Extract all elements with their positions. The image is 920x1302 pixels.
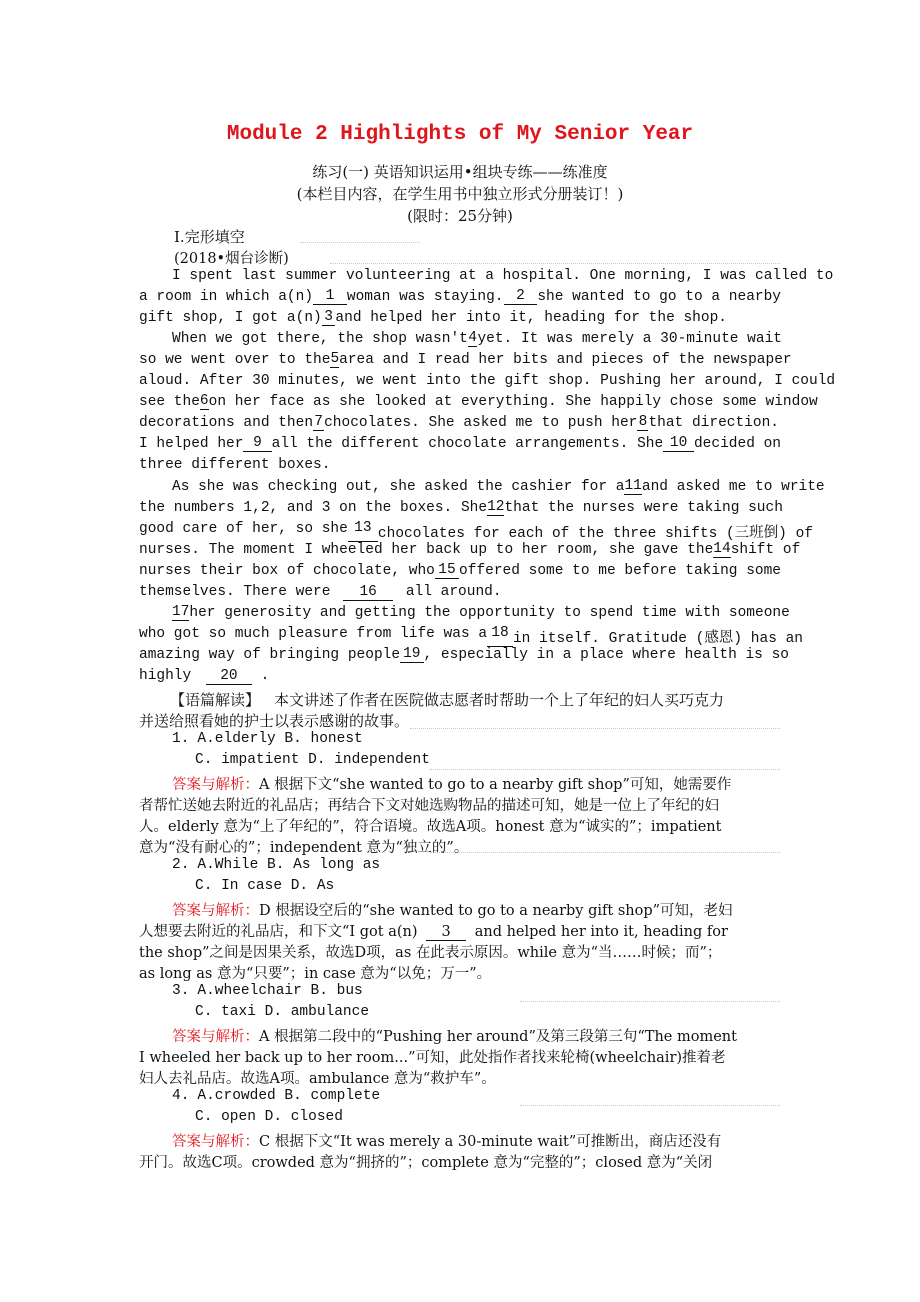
- passage-line: [139, 415, 779, 431]
- passage-text: woman was staying.: [346, 289, 504, 305]
- page-title: Module 2 Highlights of My Senior Year: [226, 123, 694, 146]
- blank-1: 1: [313, 289, 347, 305]
- options-ab: A.crowded B. complete: [197, 1088, 381, 1104]
- passage-line: [139, 521, 813, 542]
- answer-text: A 根据下文“she wanted to go to a nearby gift shop”可知，她需要作: [259, 777, 732, 793]
- blank-11: 11: [624, 478, 642, 494]
- passage-summary: [170, 689, 782, 710]
- passage-line: [172, 478, 825, 495]
- blank-5: 5: [330, 351, 340, 367]
- blank-3-reference: 3: [426, 925, 466, 941]
- answer-text: 人想要去附近的礼品店，和下文“I got a(n): [139, 924, 418, 940]
- answer-text: and helped her into it, heading for: [474, 924, 728, 940]
- passage-text: good care of her, so she: [139, 521, 348, 537]
- answer-line: [172, 1025, 782, 1046]
- answer-text: D 根据设空后的“she wanted to go to a nearby gift shop”可知，老妇: [259, 903, 733, 919]
- blank-9: 9: [243, 436, 271, 452]
- binding-note: (本栏目内容，在学生用书中独立形式分册装订！): [296, 185, 624, 203]
- answer-line: 开门。故选C项。crowded 意为“拥挤的”；complete 意为“完整的”；closed 意为“关闭: [139, 1155, 713, 1171]
- passage-text: decided on: [693, 436, 781, 452]
- answer-line: [172, 1130, 782, 1151]
- passage-line: [139, 310, 727, 326]
- passage-text: she wanted to go to a nearby: [537, 289, 781, 305]
- options-cd: C. impatient D. independent: [195, 752, 430, 768]
- answer-text: C 根据下文“It was merely a 30-minute wait”可推断出，商店还没有: [259, 1134, 722, 1150]
- answer-line: the shop”之间是因果关系，故选D项，as 在此表示原因。while 意为“当……时候；而”；: [139, 945, 722, 961]
- passage-text: amazing way of bringing people: [139, 647, 401, 663]
- passage-text: the numbers 1,2, and 3 on the boxes. She: [139, 500, 488, 516]
- summary-text: 并送给照看她的护士以表示感谢的故事。: [139, 712, 410, 730]
- passage-line: [172, 604, 790, 621]
- passage-text: highly: [139, 668, 192, 684]
- dotted-rule: [330, 263, 780, 264]
- blank-8: 8: [638, 414, 648, 430]
- blank-14: 14: [713, 541, 731, 557]
- section-heading: Ⅰ.完形填空: [174, 228, 245, 246]
- question-number: 3.: [172, 983, 190, 999]
- summary-label: 【语篇解读】: [170, 691, 261, 709]
- passage-line: [172, 331, 782, 347]
- answer-line: as long as 意为“只要”；in case 意为“以免；万一”。: [139, 966, 492, 982]
- answer-label: 答案与解析：: [172, 777, 259, 793]
- passage-text: a room in which a(n): [139, 289, 314, 305]
- passage-line: [139, 563, 781, 579]
- answer-line: 人。elderly 意为“上了年纪的”，符合语境。故选A项。honest 意为“诚实的”；impatient: [139, 819, 722, 835]
- passage-line: [139, 436, 781, 452]
- blank-2: 2: [504, 289, 538, 305]
- passage-text: in itself. Gratitude (感恩) has an: [512, 631, 803, 647]
- blank-18: 18: [487, 626, 513, 647]
- dotted-rule: [520, 1001, 780, 1002]
- passage-text: that the nurses were taking such: [504, 500, 783, 516]
- answer-label: 答案与解析：: [172, 1134, 259, 1150]
- passage-line: [139, 351, 792, 368]
- answer-line: [172, 899, 782, 920]
- passage-text: all the different chocolate arrangements. She: [271, 436, 664, 452]
- passage-text: chocolates for each of the three shifts (三班倒) of: [377, 526, 813, 542]
- exercise-subtitle: 练习(一) 英语知识运用•组块专练——练准度: [312, 163, 608, 181]
- question-options: [172, 983, 832, 999]
- passage-text: nurses. The moment I wheeled her back up to her room, she gave the: [139, 542, 714, 558]
- blank-6: 6: [199, 393, 209, 409]
- blank-17: 17: [172, 604, 190, 620]
- passage-text: As she was checking out, she asked the cashier for a: [172, 479, 625, 495]
- passage-line: aloud. After 30 minutes, we went into the gift shop. Pushing her around, I could: [139, 373, 836, 389]
- passage-line: [139, 668, 799, 685]
- passage-line: I spent last summer volunteering at a hospital. One morning, I was called to: [172, 268, 834, 284]
- passage-text: who got so much pleasure from life was a: [139, 626, 488, 642]
- blank-13: 13: [348, 521, 378, 542]
- answer-line: 妇人去礼品店。故选A项。ambulance 意为“救护车”。: [139, 1071, 496, 1087]
- options-ab: A.While B. As long as: [197, 857, 381, 873]
- blank-7: 7: [314, 414, 323, 430]
- passage-text: themselves. There were: [139, 584, 331, 600]
- passage-text: so we went over to the: [139, 352, 331, 368]
- passage-line: [139, 626, 803, 647]
- passage-text: gift shop, I got a(n): [139, 310, 322, 326]
- passage-text: that direction.: [648, 415, 779, 431]
- passage-text: and asked me to write: [641, 479, 825, 495]
- dotted-rule: [520, 1105, 780, 1106]
- passage-text: , especially in a place where health is so: [423, 647, 789, 663]
- blank-19: 19: [400, 647, 423, 663]
- passage-source: (2018•烟台诊断): [174, 251, 289, 267]
- answer-line: [172, 773, 782, 794]
- question-options: [172, 731, 832, 747]
- passage-text: yet. It was merely a 30-minute wait: [477, 331, 782, 347]
- answer-line: [139, 920, 799, 941]
- blank-10: 10: [663, 436, 694, 452]
- blank-12: 12: [487, 499, 505, 515]
- options-cd: C. In case D. As: [195, 878, 335, 894]
- question-number: 2.: [172, 857, 190, 873]
- passage-text: and helped her into it, heading for the shop.: [335, 310, 727, 326]
- options-cd: C. open D. closed: [195, 1109, 343, 1125]
- passage-line: [139, 541, 801, 558]
- answer-text: A 根据第二段中的“Pushing her around”及第三段第三句“The moment: [259, 1029, 737, 1045]
- answer-line: 意为“没有耐心的”；independent 意为“独立的”。: [139, 840, 469, 856]
- blank-4: 4: [468, 330, 477, 346]
- dotted-rule: [430, 769, 780, 770]
- passage-text: I helped her: [139, 436, 244, 452]
- passage-text: chocolates. She asked me to push her: [324, 415, 638, 431]
- blank-15: 15: [435, 563, 459, 579]
- passage-line: three different boxes.: [139, 457, 331, 473]
- passage-text: her generosity and getting the opportunity to spend time with someone: [189, 605, 790, 621]
- summary-text: 本文讲述了作者在医院做志愿者时帮助一个上了年纪的妇人买巧克力: [274, 691, 725, 709]
- blank-3: 3: [322, 310, 336, 326]
- passage-text: all around.: [405, 584, 502, 600]
- blank-16: 16: [343, 585, 393, 601]
- passage-text: offered some to me before taking some: [459, 563, 781, 579]
- passage-text: .: [260, 668, 270, 684]
- answer-label: 答案与解析：: [172, 1029, 259, 1045]
- answer-line: 者帮忙送她去附近的礼品店；再结合下文对她选购物品的描述可知，她是一位上了年纪的妇: [139, 798, 719, 814]
- options-ab: A.wheelchair B. bus: [197, 983, 363, 999]
- question-options: [172, 1088, 832, 1104]
- question-number: 1.: [172, 731, 190, 747]
- passage-line: [139, 500, 781, 516]
- blank-20: 20: [206, 669, 252, 685]
- time-limit: (限时：25分钟): [407, 207, 513, 225]
- question-number: 4.: [172, 1088, 190, 1104]
- dotted-rule: [300, 242, 420, 243]
- passage-line: [139, 647, 789, 663]
- options-cd: C. taxi D. ambulance: [195, 1004, 370, 1020]
- passage-text: When we got there, the shop wasn't: [172, 331, 468, 347]
- options-ab: A.elderly B. honest: [197, 731, 363, 747]
- answer-label: 答案与解析：: [172, 903, 259, 919]
- passage-line: [139, 584, 799, 601]
- answer-line: I wheeled her back up to her room...”可知，此处指作者找来轮椅(wheelchair)推着老: [139, 1050, 726, 1066]
- passage-text: shift of: [730, 542, 801, 558]
- passage-line: [139, 289, 781, 305]
- passage-text: area and I read her bits and pieces of the newspaper: [339, 352, 792, 368]
- passage-line: [139, 393, 818, 410]
- passage-text: see the: [139, 394, 200, 410]
- question-options: [172, 857, 832, 873]
- passage-text: on her face as she looked at everything. She happily chose some window: [208, 394, 818, 410]
- passage-text: nurses their box of chocolate, who: [139, 563, 435, 579]
- passage-text: decorations and then: [139, 415, 314, 431]
